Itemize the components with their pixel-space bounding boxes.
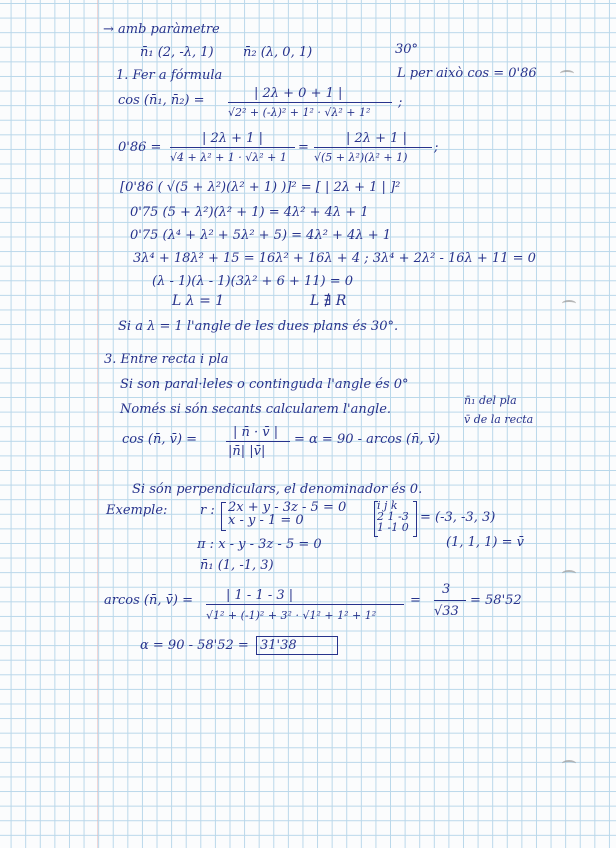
algebra-line: 3λ⁴ + 18λ² + 15 = 16λ² + 16λ + 4 ; 3λ⁴ + 2λ² - 16λ + 11 = 0 [133,251,536,266]
det-row: i j k [377,499,398,512]
fraction-bar [228,102,392,103]
sec3-text: Si són perpendiculars, el denominador és 0. [132,482,423,497]
final-answer: 31'38 [260,638,297,653]
page-edge-mark [562,570,576,577]
factorization: (λ - 1)(λ - 1)(3λ² + 6 + 11) = 0 [152,274,354,289]
eq086-num2: | 2λ + 1 | [346,131,407,146]
direction-vector: (1, 1, 1) = v̄ [446,535,524,550]
step-formula: 1. Fer a fórmula [116,68,223,83]
note-n-plane: n̄₁ del pla [464,394,517,407]
formula-denominator: √2² + (-λ)² + 1² · √λ² + 1² [228,106,371,119]
system-brace [221,502,226,531]
note-parameter-heading: → amb paràmetre [103,22,220,37]
cross-product-result: = (-3, -3, 3) [420,510,496,525]
line-r-eq1: 2x + y - 3z - 5 = 0 [228,500,347,515]
arcsin-result: = 58'52 [470,593,522,608]
algebra-line: 0'75 (λ⁴ + λ² + 5λ² + 5) = 4λ² + 4λ + 1 [130,228,392,243]
alpha-relation: = α = 90 - arcos (n̄, v̄) [294,432,441,447]
conclusion: Si a λ = 1 l'angle de les dues plans és 30°. [118,319,399,334]
determinant-bar [413,501,417,537]
final-alpha: α = 90 - 58'52 = [140,638,249,653]
per-aixo-note: L per això cos = 0'86 [397,66,537,81]
equals: = [410,593,421,608]
page-edge-mark [560,70,574,77]
sec3-text: Si son paral·leles o continguda l'angle és 0° [120,377,409,392]
cos-n-v-num: | n̄ · v̄ | [233,425,279,440]
value-086: 0'86 = [118,140,162,155]
margin-line [97,0,98,848]
det-row: 2 1 -3 [377,510,409,523]
page-edge-mark [562,760,576,767]
plane-equation: π : x - y - 3z - 5 = 0 [197,537,322,552]
cos-n-v-label: cos (n̄, v̄) = [122,432,198,447]
semicolon: ; [398,95,403,110]
vector-n2: n̄₂ (λ, 0, 1) [243,45,313,60]
algebra-line: 0'75 (5 + λ²)(λ² + 1) = 4λ² + 4λ + 1 [130,205,369,220]
fraction-bar [434,600,466,601]
fraction-bar [206,604,404,605]
solution-lambda: L λ = 1 [172,293,225,309]
formula-numerator: | 2λ + 0 + 1 | [254,86,343,101]
note-v-line: v̄ de la recta [464,413,534,426]
squared-equation: [0'86 ( √(5 + λ²)(λ² + 1) )]² = [ | 2λ + 1 | ]² [120,180,401,195]
equals: = [298,140,309,155]
arcsin-label: arcos (n̄, v̄) = [104,593,194,608]
semicolon: ; [434,140,439,155]
fraction-bar [170,147,295,148]
plane-normal: n̄₁ (1, -1, 3) [200,558,274,573]
vector-n1: n̄₁ (2, -λ, 1) [140,45,214,60]
cos-n1-n2-label: cos (n̄₁, n̄₂) = [118,93,205,108]
line-r-eq2: x - y - 1 = 0 [228,513,304,528]
arcsin-num1: | 1 - 1 - 3 | [226,588,294,603]
eq086-den1: √4 + λ² + 1 · √λ² + 1 [170,151,287,164]
arcsin-den1: √1² + (-1)² + 3² · √1² + 1² + 1² [206,609,377,622]
arcsin-num2: 3 [442,582,451,597]
example-label: Exemple: [106,503,168,518]
arcsin-den2: √33 [434,604,459,619]
line-r-label: r : [200,503,215,518]
cos-n-v-den: |n̄| |v̄| [228,444,266,459]
page-edge-mark [562,300,576,307]
angle-30: 30° [395,42,419,57]
section-heading: 3. Entre recta i pla [104,352,229,367]
fraction-bar [226,441,290,442]
solution-no-real: L ∄ R [310,293,347,309]
eq086-den2: √(5 + λ²)(λ² + 1) [314,151,408,164]
eq086-num1: | 2λ + 1 | [202,131,263,146]
fraction-bar [314,147,432,148]
sec3-text: Només si són secants calcularem l'angle. [120,402,392,417]
det-row: 1 -1 0 [377,521,409,534]
